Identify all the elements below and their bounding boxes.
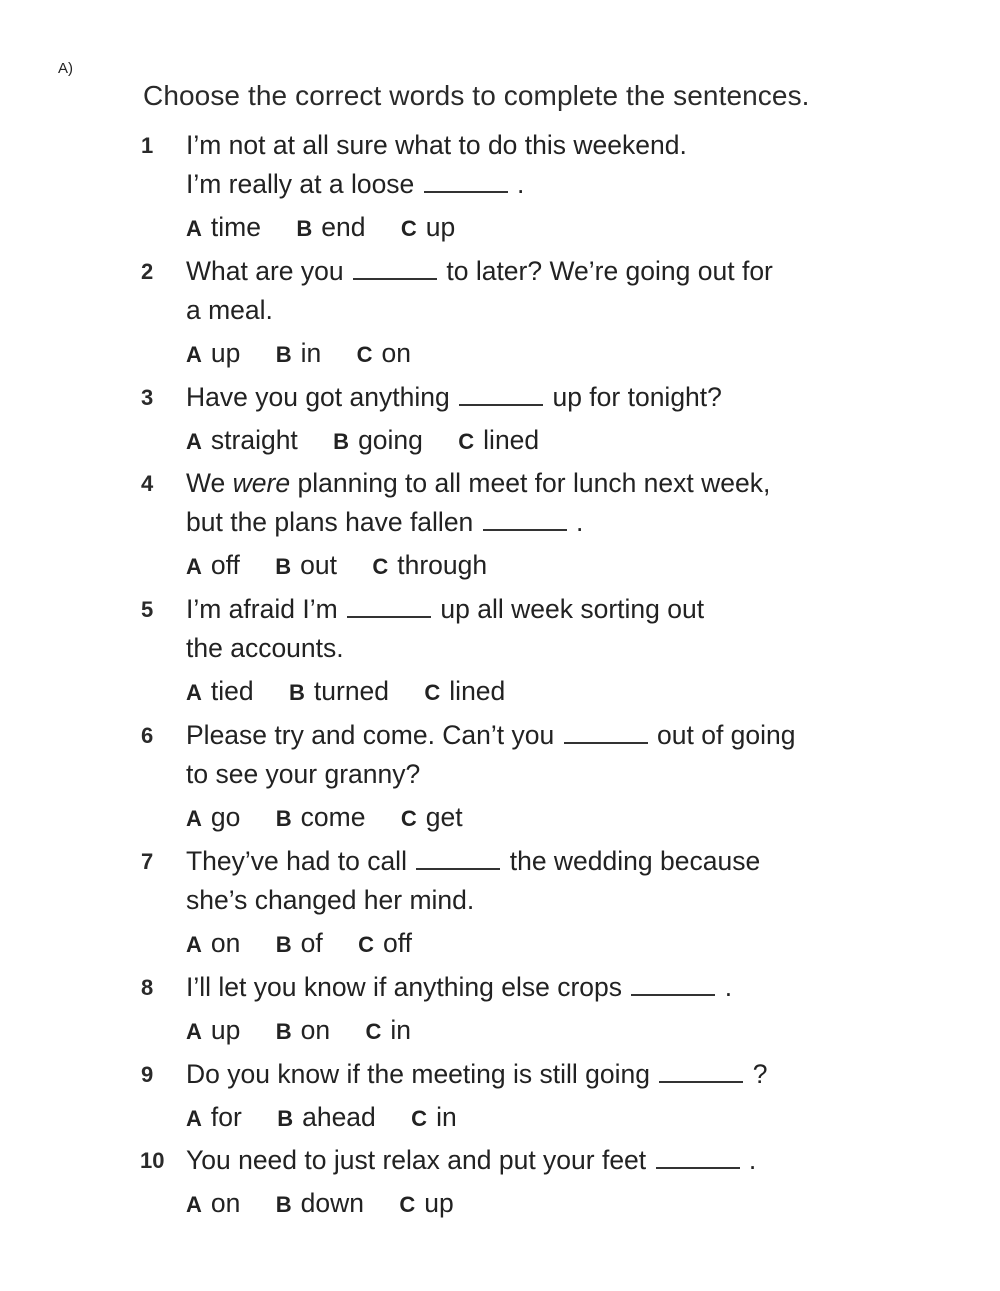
question-number: 3	[141, 385, 154, 410]
question-text: up for tonight?	[552, 382, 722, 412]
question-text-line-1	[186, 1055, 767, 1094]
question-text: Please try and come. Can’t you	[186, 720, 555, 750]
question-text: I’ll let you know if anything else crops	[186, 972, 622, 1002]
option-letter: B	[275, 1019, 292, 1044]
option-letter: C	[358, 932, 375, 957]
option-a[interactable]	[186, 928, 240, 958]
question-text-line-2	[186, 881, 474, 920]
answer-blank[interactable]	[424, 167, 508, 193]
option-letter: A	[186, 932, 202, 957]
option-letter: A	[186, 216, 202, 241]
answer-blank[interactable]	[347, 592, 431, 618]
question-text: .	[724, 972, 733, 1002]
option-c[interactable]	[411, 1102, 457, 1132]
option-a[interactable]	[186, 212, 261, 242]
option-text: tied	[210, 676, 254, 706]
option-text: through	[397, 550, 488, 580]
option-b[interactable]	[333, 425, 423, 455]
option-text: go	[210, 802, 241, 832]
option-letter: C	[365, 1019, 382, 1044]
option-c[interactable]	[399, 1188, 453, 1218]
option-text: of	[300, 928, 323, 958]
option-letter: A	[186, 1019, 202, 1044]
question-text: to later? We’re going out for	[446, 256, 773, 286]
question-number: 1	[141, 133, 154, 158]
option-text: off	[210, 550, 240, 580]
option-a[interactable]	[186, 425, 298, 455]
option-letter: A	[186, 429, 202, 454]
option-c[interactable]	[401, 212, 455, 242]
option-letter: A	[186, 342, 202, 367]
option-c[interactable]	[424, 676, 505, 706]
option-letter: B	[333, 429, 350, 454]
option-letter: C	[399, 1192, 416, 1217]
answer-options	[186, 672, 533, 712]
option-letter: B	[275, 806, 292, 831]
question-text: They’ve had to call	[186, 846, 407, 876]
option-letter: A	[186, 554, 202, 579]
question-text-emphasis: were	[232, 468, 291, 498]
question-text: .	[517, 169, 525, 199]
option-text: on	[210, 928, 241, 958]
option-letter: C	[458, 429, 475, 454]
option-a[interactable]	[186, 1015, 240, 1045]
option-letter: A	[186, 680, 202, 705]
question-text-line-2	[186, 165, 524, 204]
option-b[interactable]	[276, 338, 322, 368]
answer-options	[186, 798, 491, 838]
question-text: Do you know if the meeting is still going	[186, 1059, 650, 1089]
option-b[interactable]	[276, 1188, 364, 1218]
option-letter: B	[296, 216, 313, 241]
option-letter: C	[356, 342, 373, 367]
answer-blank[interactable]	[656, 1143, 740, 1169]
option-a[interactable]	[186, 802, 240, 832]
option-text: down	[300, 1188, 364, 1218]
option-text: in	[390, 1015, 412, 1045]
question-text: We	[186, 468, 226, 498]
option-text: lined	[449, 676, 506, 706]
option-letter: B	[275, 1192, 292, 1217]
answer-options	[186, 546, 515, 586]
answer-options	[186, 924, 440, 964]
option-text: end	[321, 212, 366, 242]
option-text: up	[210, 338, 241, 368]
question-number: 7	[141, 849, 154, 874]
answer-blank[interactable]	[353, 254, 437, 280]
option-b[interactable]	[276, 1015, 330, 1045]
question-number: 8	[141, 975, 154, 1000]
option-c[interactable]	[366, 1015, 412, 1045]
question-text: a meal.	[186, 295, 273, 325]
option-text: off	[383, 928, 412, 958]
option-a[interactable]	[186, 1188, 240, 1218]
question-text: the wedding because	[509, 846, 761, 876]
question-text-line-1	[186, 842, 760, 881]
option-letter: C	[400, 806, 417, 831]
answer-blank[interactable]	[459, 380, 543, 406]
question-text: she’s changed her mind.	[186, 885, 475, 915]
option-letter: A	[186, 806, 202, 831]
option-text: on	[300, 1015, 331, 1045]
question-number: 5	[141, 597, 154, 622]
option-text: lined	[483, 425, 540, 455]
option-text: time	[210, 212, 261, 242]
option-b[interactable]	[276, 928, 323, 958]
option-c[interactable]	[372, 550, 487, 580]
option-text: for	[210, 1102, 242, 1132]
question-text-line-1	[186, 378, 722, 417]
question-text: I’m not at all sure what to do this weekend.	[186, 130, 687, 160]
question-text-line-1	[186, 590, 704, 629]
option-text: turned	[313, 676, 390, 706]
answer-options	[186, 334, 439, 374]
option-letter: A	[186, 1192, 202, 1217]
answer-options	[186, 1011, 439, 1051]
question-text-line-1	[186, 716, 796, 755]
option-letter: B	[289, 680, 305, 705]
answer-blank[interactable]	[631, 970, 715, 996]
question-text: ?	[752, 1059, 768, 1089]
option-text: on	[210, 1188, 241, 1218]
question-text: but the plans have fallen	[186, 507, 474, 537]
option-text: ahead	[302, 1102, 376, 1132]
question-text: .	[748, 1145, 757, 1175]
option-letter: B	[275, 932, 292, 957]
question-text: out of going	[657, 720, 796, 750]
question-text: planning to all meet for lunch next week,	[297, 468, 771, 498]
answer-options	[186, 208, 483, 248]
option-c[interactable]	[357, 338, 411, 368]
question-text-line-1	[186, 464, 770, 503]
question-text-line-2	[186, 755, 420, 794]
answer-options	[186, 421, 567, 461]
option-text: up	[210, 1015, 241, 1045]
question-number: 9	[141, 1062, 154, 1087]
option-text: get	[425, 802, 463, 832]
question-text-line-2	[186, 503, 583, 542]
answer-blank[interactable]	[564, 718, 648, 744]
option-c[interactable]	[458, 425, 539, 455]
question-number: 4	[141, 471, 154, 496]
option-text: come	[300, 802, 366, 832]
option-b[interactable]	[275, 550, 337, 580]
option-letter: A	[186, 1106, 202, 1131]
option-c[interactable]	[358, 928, 412, 958]
question-text: to see your granny?	[186, 759, 421, 789]
answer-blank[interactable]	[416, 844, 500, 870]
question-number: 2	[141, 259, 154, 284]
question-text-line-1	[186, 252, 773, 291]
option-c[interactable]	[401, 802, 463, 832]
option-text: up	[424, 1188, 454, 1218]
question-text: the accounts.	[186, 633, 344, 663]
question-text: Have you got anything	[186, 382, 450, 412]
option-letter: C	[400, 216, 417, 241]
option-text: on	[381, 338, 412, 368]
option-letter: B	[277, 1106, 294, 1131]
option-text: straight	[210, 425, 298, 455]
question-text: .	[576, 507, 584, 537]
option-a[interactable]	[186, 550, 240, 580]
question-text: I’m really at a loose	[186, 169, 415, 199]
option-b[interactable]	[296, 212, 365, 242]
question-text-line-1	[186, 126, 687, 165]
question-text-line-1	[186, 1141, 756, 1180]
option-text: going	[358, 425, 423, 455]
option-text: in	[300, 338, 322, 368]
section-label: A)	[58, 60, 73, 77]
option-b[interactable]	[277, 1102, 376, 1132]
option-letter: C	[372, 554, 389, 579]
option-a[interactable]	[186, 676, 254, 706]
option-b[interactable]	[289, 676, 389, 706]
instructions-heading: Choose the correct words to complete the sentences.	[143, 80, 810, 111]
question-number: 6	[141, 723, 154, 748]
answer-options	[186, 1184, 482, 1224]
question-text-line-2	[186, 629, 344, 668]
option-a[interactable]	[186, 338, 240, 368]
option-b[interactable]	[276, 802, 366, 832]
option-text: in	[436, 1102, 457, 1132]
option-text: out	[300, 550, 337, 580]
option-a[interactable]	[186, 1102, 242, 1132]
question-text: You need to just relax and put your feet	[186, 1145, 647, 1175]
answer-blank[interactable]	[659, 1057, 743, 1083]
option-letter: C	[411, 1106, 428, 1131]
option-letter: C	[424, 680, 441, 705]
question-text-line-2	[186, 291, 273, 330]
question-text-line-1	[186, 968, 732, 1007]
question-number: 10	[140, 1148, 165, 1173]
option-letter: B	[275, 342, 292, 367]
question-text: up all week sorting out	[440, 594, 705, 624]
option-letter: B	[275, 554, 292, 579]
answer-options	[186, 1098, 485, 1138]
option-text: up	[425, 212, 456, 242]
question-text: I’m afraid I’m	[186, 594, 338, 624]
answer-blank[interactable]	[483, 505, 567, 531]
question-text: What are you	[186, 256, 344, 286]
